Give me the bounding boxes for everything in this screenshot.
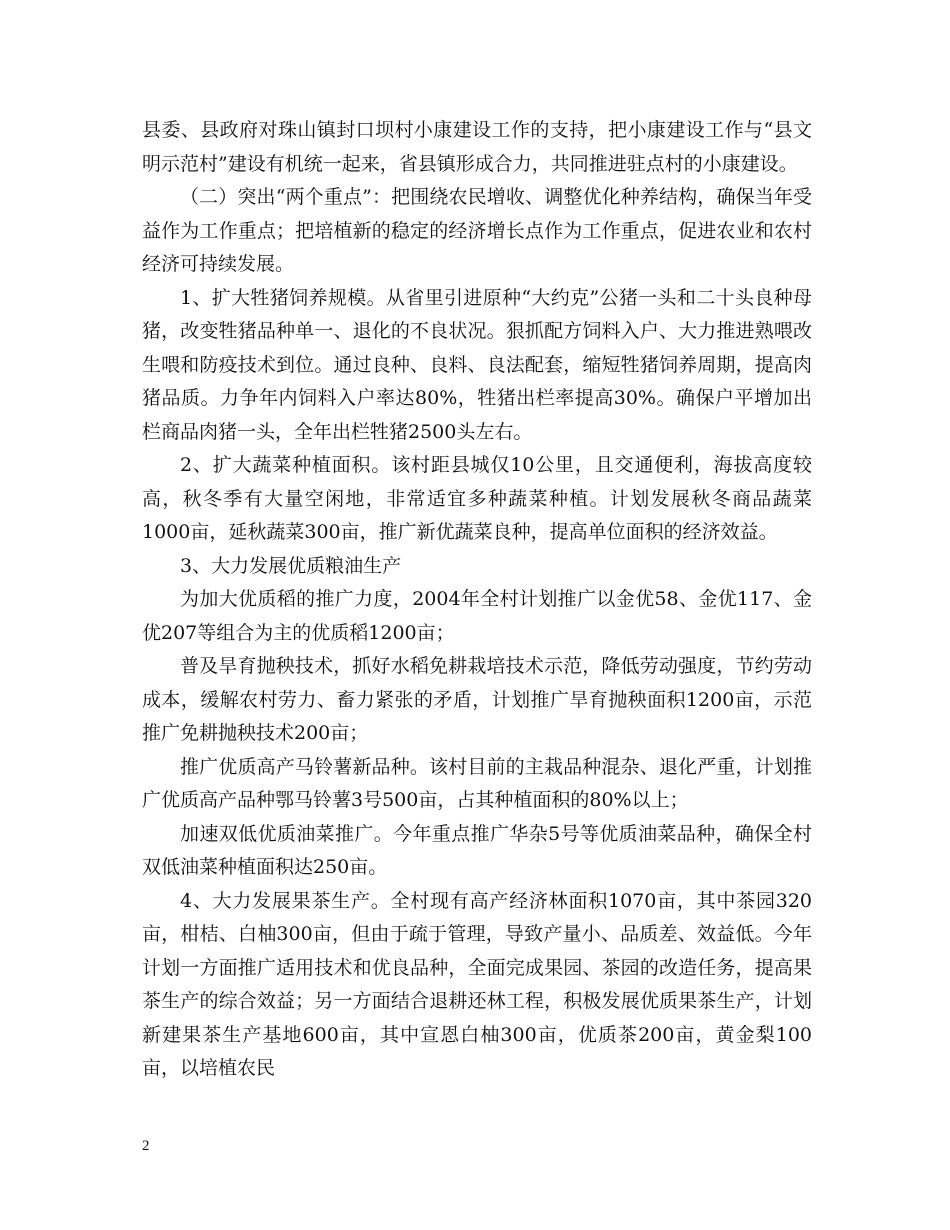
page-number: 2 xyxy=(142,1138,150,1154)
paragraph-two-key-points: （二）突出“两个重点”：把围绕农民增收、调整优化种养结构，确保当年受益作为工作重点；把培植新的稳定的经济增长点作为工作重点，促进农业和农村经济可持续发展。 xyxy=(142,186,812,275)
paragraph-potato: 推广优质高产马铃薯新品种。该村目前的主栽品种混杂、退化严重，计划推广优质高产品种鄂马铃薯3号500亩，占其种植面积的80%以上； xyxy=(142,755,812,811)
paragraph-rapeseed: 加速双低优质油菜推广。今年重点推广华杂5号等优质油菜品种，确保全村双低油菜种植面积达250亩。 xyxy=(142,822,812,878)
paragraph-seedling-technique: 普及旱育抛秧技术，抓好水稻免耕栽培技术示范，降低劳动强度，节约劳动成本，缓解农村劳力、畜力紧张的矛盾，计划推广旱育抛秧面积1200亩，示范推广免耕抛秧技术200亩； xyxy=(142,655,812,744)
paragraph-vegetables: 2、扩大蔬菜种植面积。该村距县城仅10公里，且交通便利，海拔高度较高，秋冬季有大量空闲地，非常适宜多种蔬菜种植。计划发展秋冬商品蔬菜1000亩，延秋蔬菜300亩，推广新优蔬菜良种，提高单位面积的经济效益。 xyxy=(142,454,812,543)
paragraph-quality-rice: 为加大优质稻的推广力度，2004年全村计划推广以金优58、金优117、金优207等组合为主的优质稻1200亩； xyxy=(142,588,812,644)
paragraph-continued: 县委、县政府对珠山镇封口坝村小康建设工作的支持，把小康建设工作与“县文明示范村”建设有机统一起来，省县镇形成合力，共同推进驻点村的小康建设。 xyxy=(142,119,812,175)
document-body xyxy=(142,114,812,1086)
paragraph-grain-oil-heading: 3、大力发展优质粮油生产 xyxy=(180,554,402,577)
paragraph-fruit-tea: 4、大力发展果茶生产。全村现有高产经济林面积1070亩，其中茶园320亩，柑桔、白柚300亩，但由于疏于管理，导致产量小、品质差、效益低。今年计划一方面推广适用技术和优良品种，全面完成果园、茶园的改造任务，提高果茶生产的综合效益；另一方面结合退耕还林工程，积极发展优质果茶生产，计划新建果茶生产基地600亩，其中宣恩白柚300亩，优质茶200亩，黄金梨100亩，以培植农民 xyxy=(142,889,812,1079)
paragraph-pig-farming: 1、扩大牲猪饲养规模。从省里引进原种“大约克”公猪一头和二十头良种母猪，改变牲猪品种单一、退化的不良状况。狠抓配方饲料入户、大力推进熟喂改生喂和防疫技术到位。通过良种、良料、良法配套，缩短牲猪饲养周期，提高肉猪品质。力争年内饲料入户率达80%，牲猪出栏率提高30%。确保户平增加出栏商品肉猪一头，全年出栏牲猪2500头左右。 xyxy=(142,286,812,443)
